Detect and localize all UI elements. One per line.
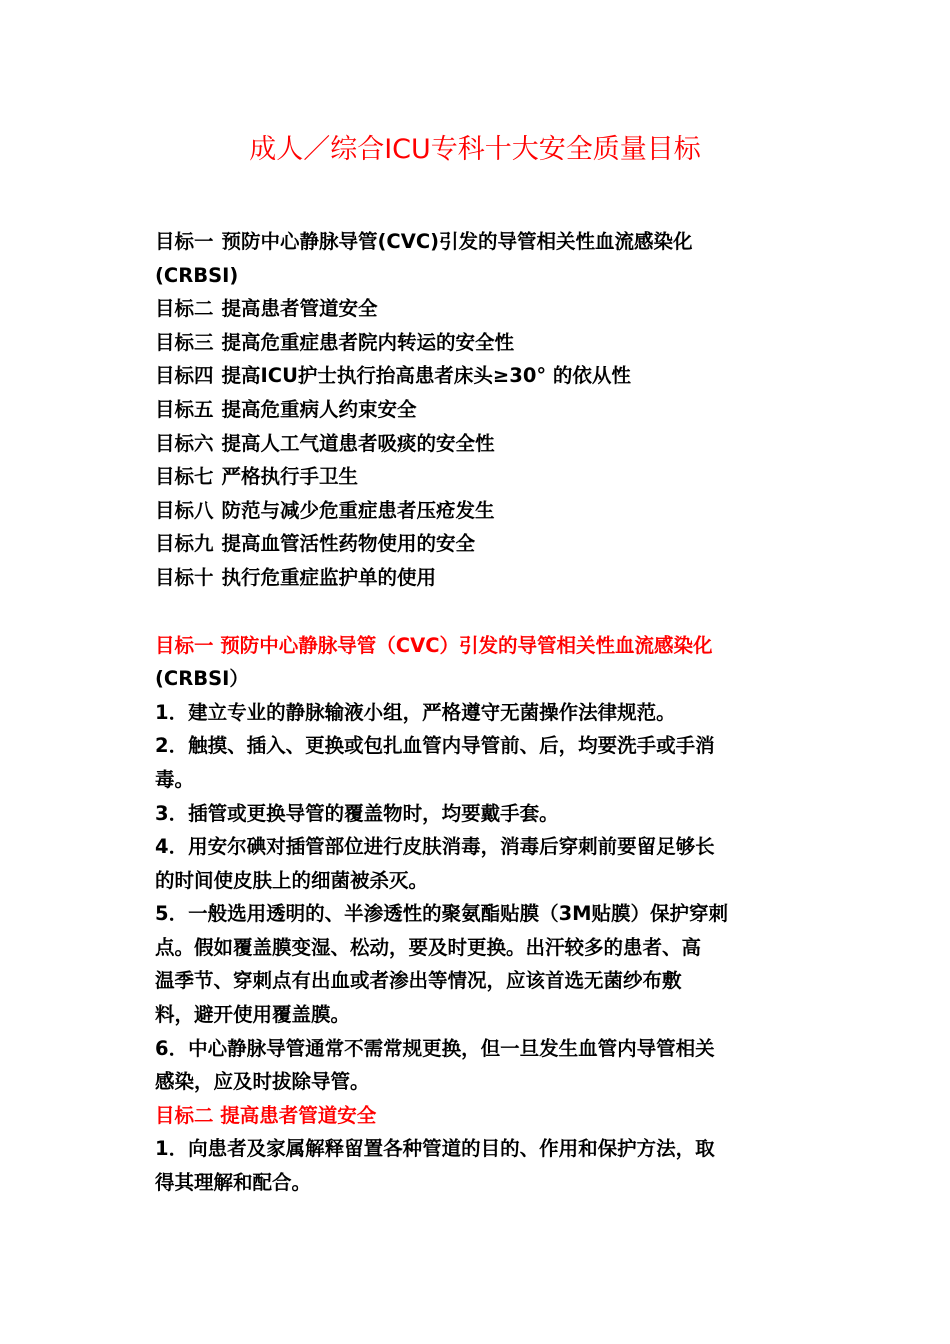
toc-label: 目标二 <box>155 297 214 321</box>
paragraph-line: 1．建立专业的静脉输液小组，严格遵守无菌操作法律规范。 <box>155 700 676 724</box>
section-spacer <box>155 595 805 629</box>
paragraph-line: 温季节、穿刺点有出血或者渗出等情况，应该首选无菌纱布敷 <box>155 969 682 993</box>
toc-text: 严格执行手卫生 <box>221 465 359 489</box>
toc-text: 提高ICU护士执行抬高患者床头≥30° 的依从性 <box>221 364 631 388</box>
section-heading: 目标一 预防中心静脉导管（CVC）引发的导管相关性血流感染化 <box>155 633 713 657</box>
toc-label: 目标一 <box>155 230 214 253</box>
paragraph-line: 得其理解和配合。 <box>155 1171 312 1195</box>
toc-text: 防范与减少危重症患者压疮发生 <box>221 498 495 522</box>
toc-label: 目标十 <box>155 565 214 589</box>
section-1 <box>155 629 805 1099</box>
toc-item-2 <box>155 292 805 326</box>
toc-item-9 <box>155 527 805 561</box>
toc-text: 执行危重症监护单的使用 <box>221 565 437 589</box>
toc-label: 目标四 <box>155 364 214 388</box>
section-2 <box>155 1099 805 1200</box>
toc-text: 预防中心静脉导管(CVC)引发的导管相关性血流感染化 <box>221 230 693 253</box>
paragraph-line: 点。假如覆盖膜变湿、松动，要及时更换。出汗较多的患者、高 <box>155 935 702 959</box>
toc-item-1-cont <box>155 259 805 293</box>
toc-item-10 <box>155 561 805 595</box>
toc-text: 提高血管活性药物使用的安全 <box>221 532 476 556</box>
paragraph-line: 4．用安尔碘对插管部位进行皮肤消毒，消毒后穿刺前要留足够长 <box>155 835 715 859</box>
toc-text: 提高人工气道患者吸痰的安全性 <box>221 431 495 455</box>
paragraph-line: 2．触摸、插入、更换或包扎血管内导管前、后，均要洗手或手消 <box>155 734 715 758</box>
paragraph-line: 毒。 <box>155 767 195 791</box>
paragraph-line: 的时间使皮肤上的细菌被杀灭。 <box>155 868 429 892</box>
toc-label: 目标五 <box>155 397 214 421</box>
document-body <box>155 225 805 1200</box>
toc-text: 提高患者管道安全 <box>221 297 378 321</box>
toc-label: 目标九 <box>155 532 214 556</box>
page-title: 成人／综合ICU专科十大安全质量目标 <box>249 134 701 165</box>
toc-text: 提高危重病人约束安全 <box>221 397 417 421</box>
toc-label: 目标三 <box>155 330 214 354</box>
paragraph-line: 3．插管或更换导管的覆盖物时，均要戴手套。 <box>155 801 559 825</box>
paragraph-line: 料，避开使用覆盖膜。 <box>155 1003 351 1027</box>
paragraph-line: 感染，应及时拔除导管。 <box>155 1070 370 1094</box>
toc-item-6 <box>155 427 805 461</box>
toc-text: (CRBSI) <box>155 263 239 287</box>
toc-item-8 <box>155 494 805 528</box>
toc-text: 提高危重症患者院内转运的安全性 <box>221 330 515 354</box>
paragraph-line: 6．中心静脉导管通常不需常规更换，但一旦发生血管内导管相关 <box>155 1036 715 1060</box>
section-heading-cont: (CRBSI） <box>155 667 249 691</box>
toc-item-1 <box>155 225 805 259</box>
paragraph-line: 5．一般选用透明的、半渗透性的聚氨酯贴膜（3M贴膜）保护穿刺 <box>155 902 729 926</box>
toc-item-5 <box>155 393 805 427</box>
toc-item-3 <box>155 326 805 360</box>
paragraph-line: 1．向患者及家属解释留置各种管道的目的、作用和保护方法，取 <box>155 1137 715 1161</box>
section-heading: 目标二 提高患者管道安全 <box>155 1103 377 1127</box>
toc-item-7 <box>155 460 805 494</box>
toc-list <box>155 225 805 595</box>
toc-label: 目标八 <box>155 498 214 522</box>
toc-label: 目标六 <box>155 431 214 455</box>
toc-label: 目标七 <box>155 465 214 489</box>
toc-item-4 <box>155 359 805 393</box>
